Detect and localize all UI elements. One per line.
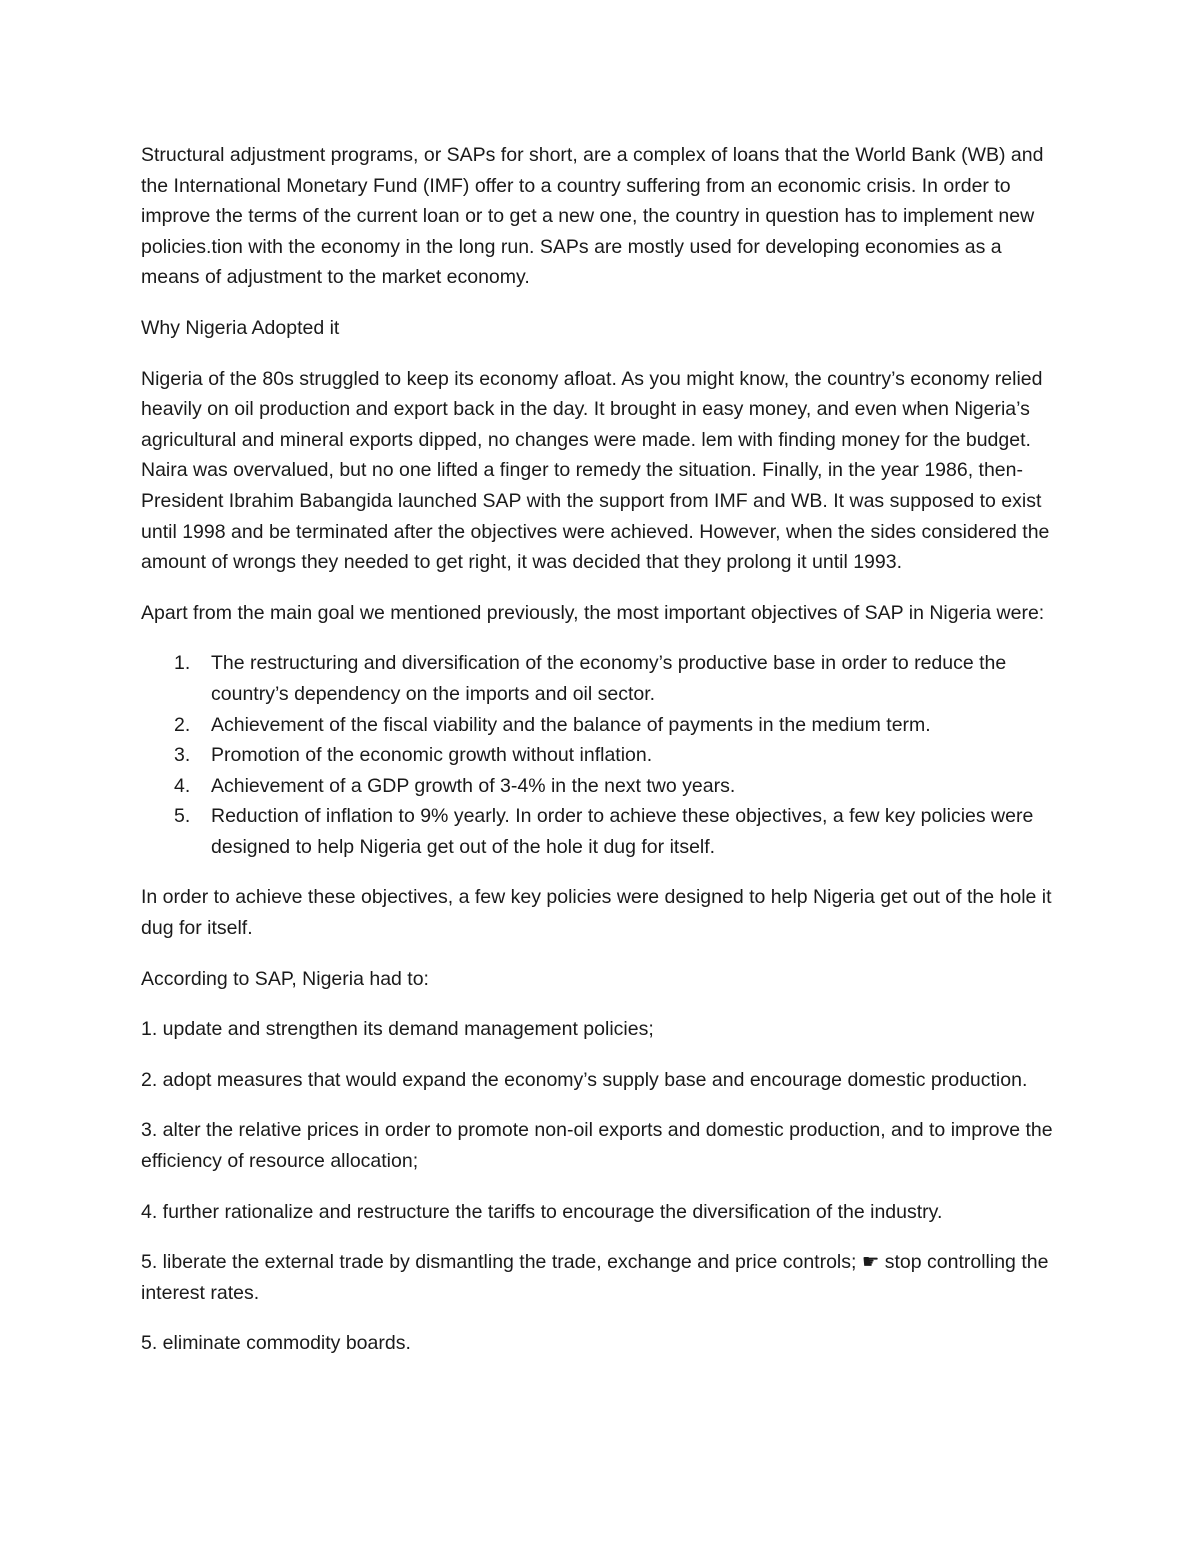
- objectives-outro: In order to achieve these objectives, a few key policies were designed to help Nigeria get out of the hole it dug for itself.: [141, 886, 1052, 940]
- objectives-list: [141, 648, 1061, 862]
- objective-number: 5.: [174, 805, 191, 828]
- objective-text: The restructuring and diversification of the economy’s productive base in order to reduce the country’s dependency on the imports and oil sector.: [211, 652, 1007, 705]
- policy-item: 4. further rationalize and restructure the tariffs to encourage the diversification of the industry.: [141, 1200, 943, 1223]
- objective-text: Achievement of a GDP growth of 3-4% in the next two years.: [211, 774, 736, 797]
- policy-item: 1. update and strengthen its demand management policies;: [141, 1018, 654, 1041]
- objective-text: Reduction of inflation to 9% yearly. In order to achieve these objectives, a few key policies were designed to help Nigeria get out of the hole it dug for itself.: [211, 805, 1034, 858]
- objectives-intro: Apart from the main goal we mentioned previously, the most important objectives of SAP in Nigeria were:: [141, 601, 1045, 624]
- objective-text: Promotion of the economic growth without inflation.: [211, 744, 653, 767]
- objective-item: [141, 740, 1061, 771]
- objective-item: [141, 648, 1061, 709]
- according-paragraph: According to SAP, Nigeria had to:: [141, 967, 429, 990]
- objective-item: [141, 771, 1061, 802]
- objective-number: 2.: [174, 713, 191, 736]
- objective-number: 3.: [174, 744, 191, 767]
- document-page: [141, 140, 1061, 1379]
- intro-paragraph: Structural adjustment programs, or SAPs for short, are a complex of loans that the World Bank (WB) and the International Monetary Fund (IMF) offer to a country suffering from an economic crisis. In order to improve the terms of the current loan or to get a new one, the country in question has to implement new policies.tion with the economy in the long run. SAPs are mostly used for developing economies as a means of adjustment to the market economy.: [141, 144, 1044, 289]
- policy-item: 5. eliminate commodity boards.: [141, 1332, 411, 1355]
- policy-item: 3. alter the relative prices in order to promote non-oil exports and domestic production, and to improve the efficiency of resource allocation;: [141, 1119, 1053, 1173]
- objective-item: [141, 710, 1061, 741]
- objective-number: 1.: [174, 652, 191, 675]
- objective-item: [141, 801, 1061, 862]
- objective-number: 4.: [174, 774, 191, 797]
- history-paragraph: Nigeria of the 80s struggled to keep its economy afloat. As you might know, the country’s economy relied heavily on oil production and export back in the day. It brought in easy money, and even when Nigeria’s agricultural and mineral exports dipped, no changes were made. lem with finding money for the budget. Naira was overvalued, but no one lifted a finger to remedy the situation. Finally, in the year 1986, then-President Ibrahim Babangida launched SAP with the support from IMF and WB. It was supposed to exist until 1998 and be terminated after the objectives were achieved. However, when the sides considered the amount of wrongs they needed to get right, it was decided that they prolong it until 1993.: [141, 367, 1050, 574]
- policy-item: 2. adopt measures that would expand the economy’s supply base and encourage domestic production.: [141, 1068, 1028, 1091]
- objective-text: Achievement of the fiscal viability and the balance of payments in the medium term.: [211, 713, 931, 736]
- section-heading: Why Nigeria Adopted it: [141, 316, 340, 339]
- policy-item: 5. liberate the external trade by dismantling the trade, exchange and price controls; ☛ stop controlling the interest rates.: [141, 1251, 1049, 1304]
